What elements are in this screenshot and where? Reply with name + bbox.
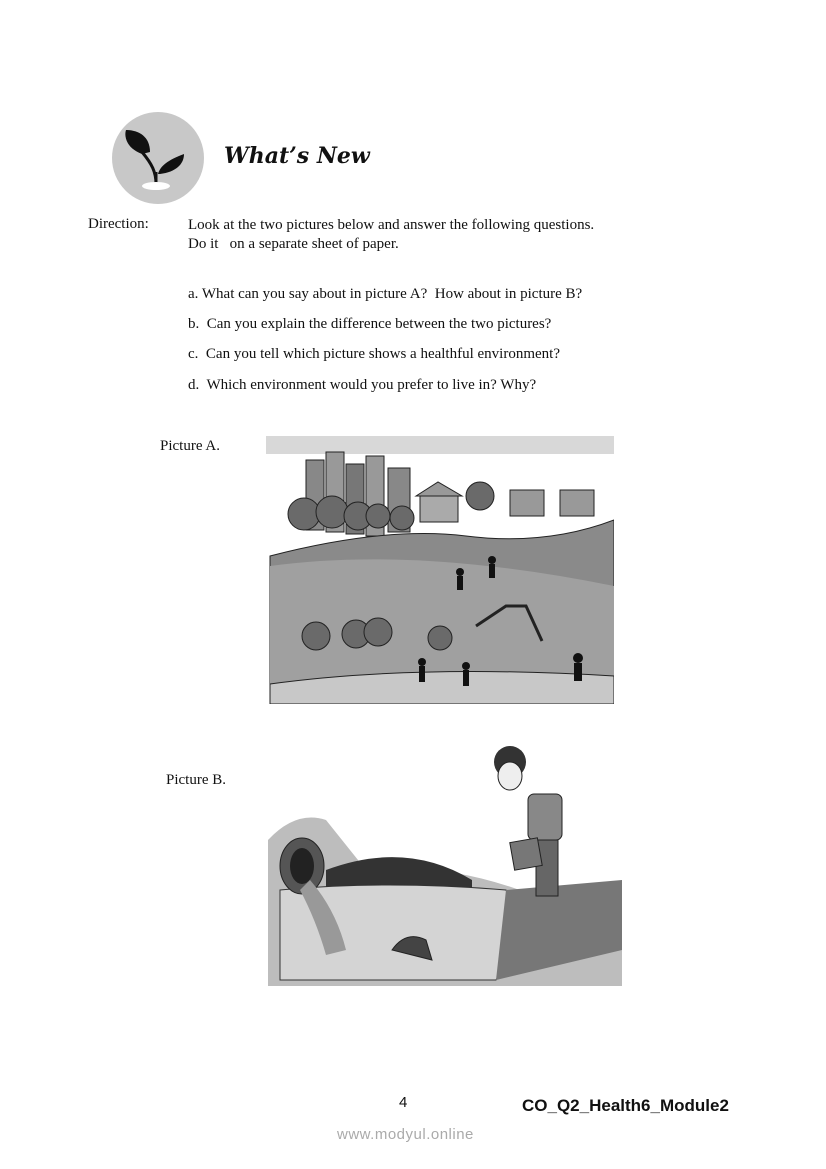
question-a: a. What can you say about in picture A? How about in picture B? [188,286,583,302]
question-c: c. Can you tell which picture shows a healthful environment? [188,346,560,362]
page-number: 4 [399,1094,408,1111]
picture-a-park-illustration [266,436,614,704]
picture-a-label: Picture A. [160,438,220,454]
direction-text [188,216,594,254]
direction-line-2: Do it on a separate sheet of paper. [188,236,399,252]
picture-b-polluted-river-illustration [266,740,622,986]
question-d: d. Which environment would you prefer to live in? Why? [188,377,537,393]
section-title: What’s New [224,143,370,169]
plant-sprout-icon [112,112,204,204]
picture-b-label: Picture B. [166,772,226,788]
watermark: www.modyul.online [337,1126,474,1143]
direction-label: Direction: [88,216,149,232]
direction-line-1: Look at the two pictures below and answer the following questions. [188,217,595,233]
question-b: b. Can you explain the difference between the two pictures? [188,316,552,332]
module-code: CO_Q2_Health6_Module2 [522,1096,729,1115]
